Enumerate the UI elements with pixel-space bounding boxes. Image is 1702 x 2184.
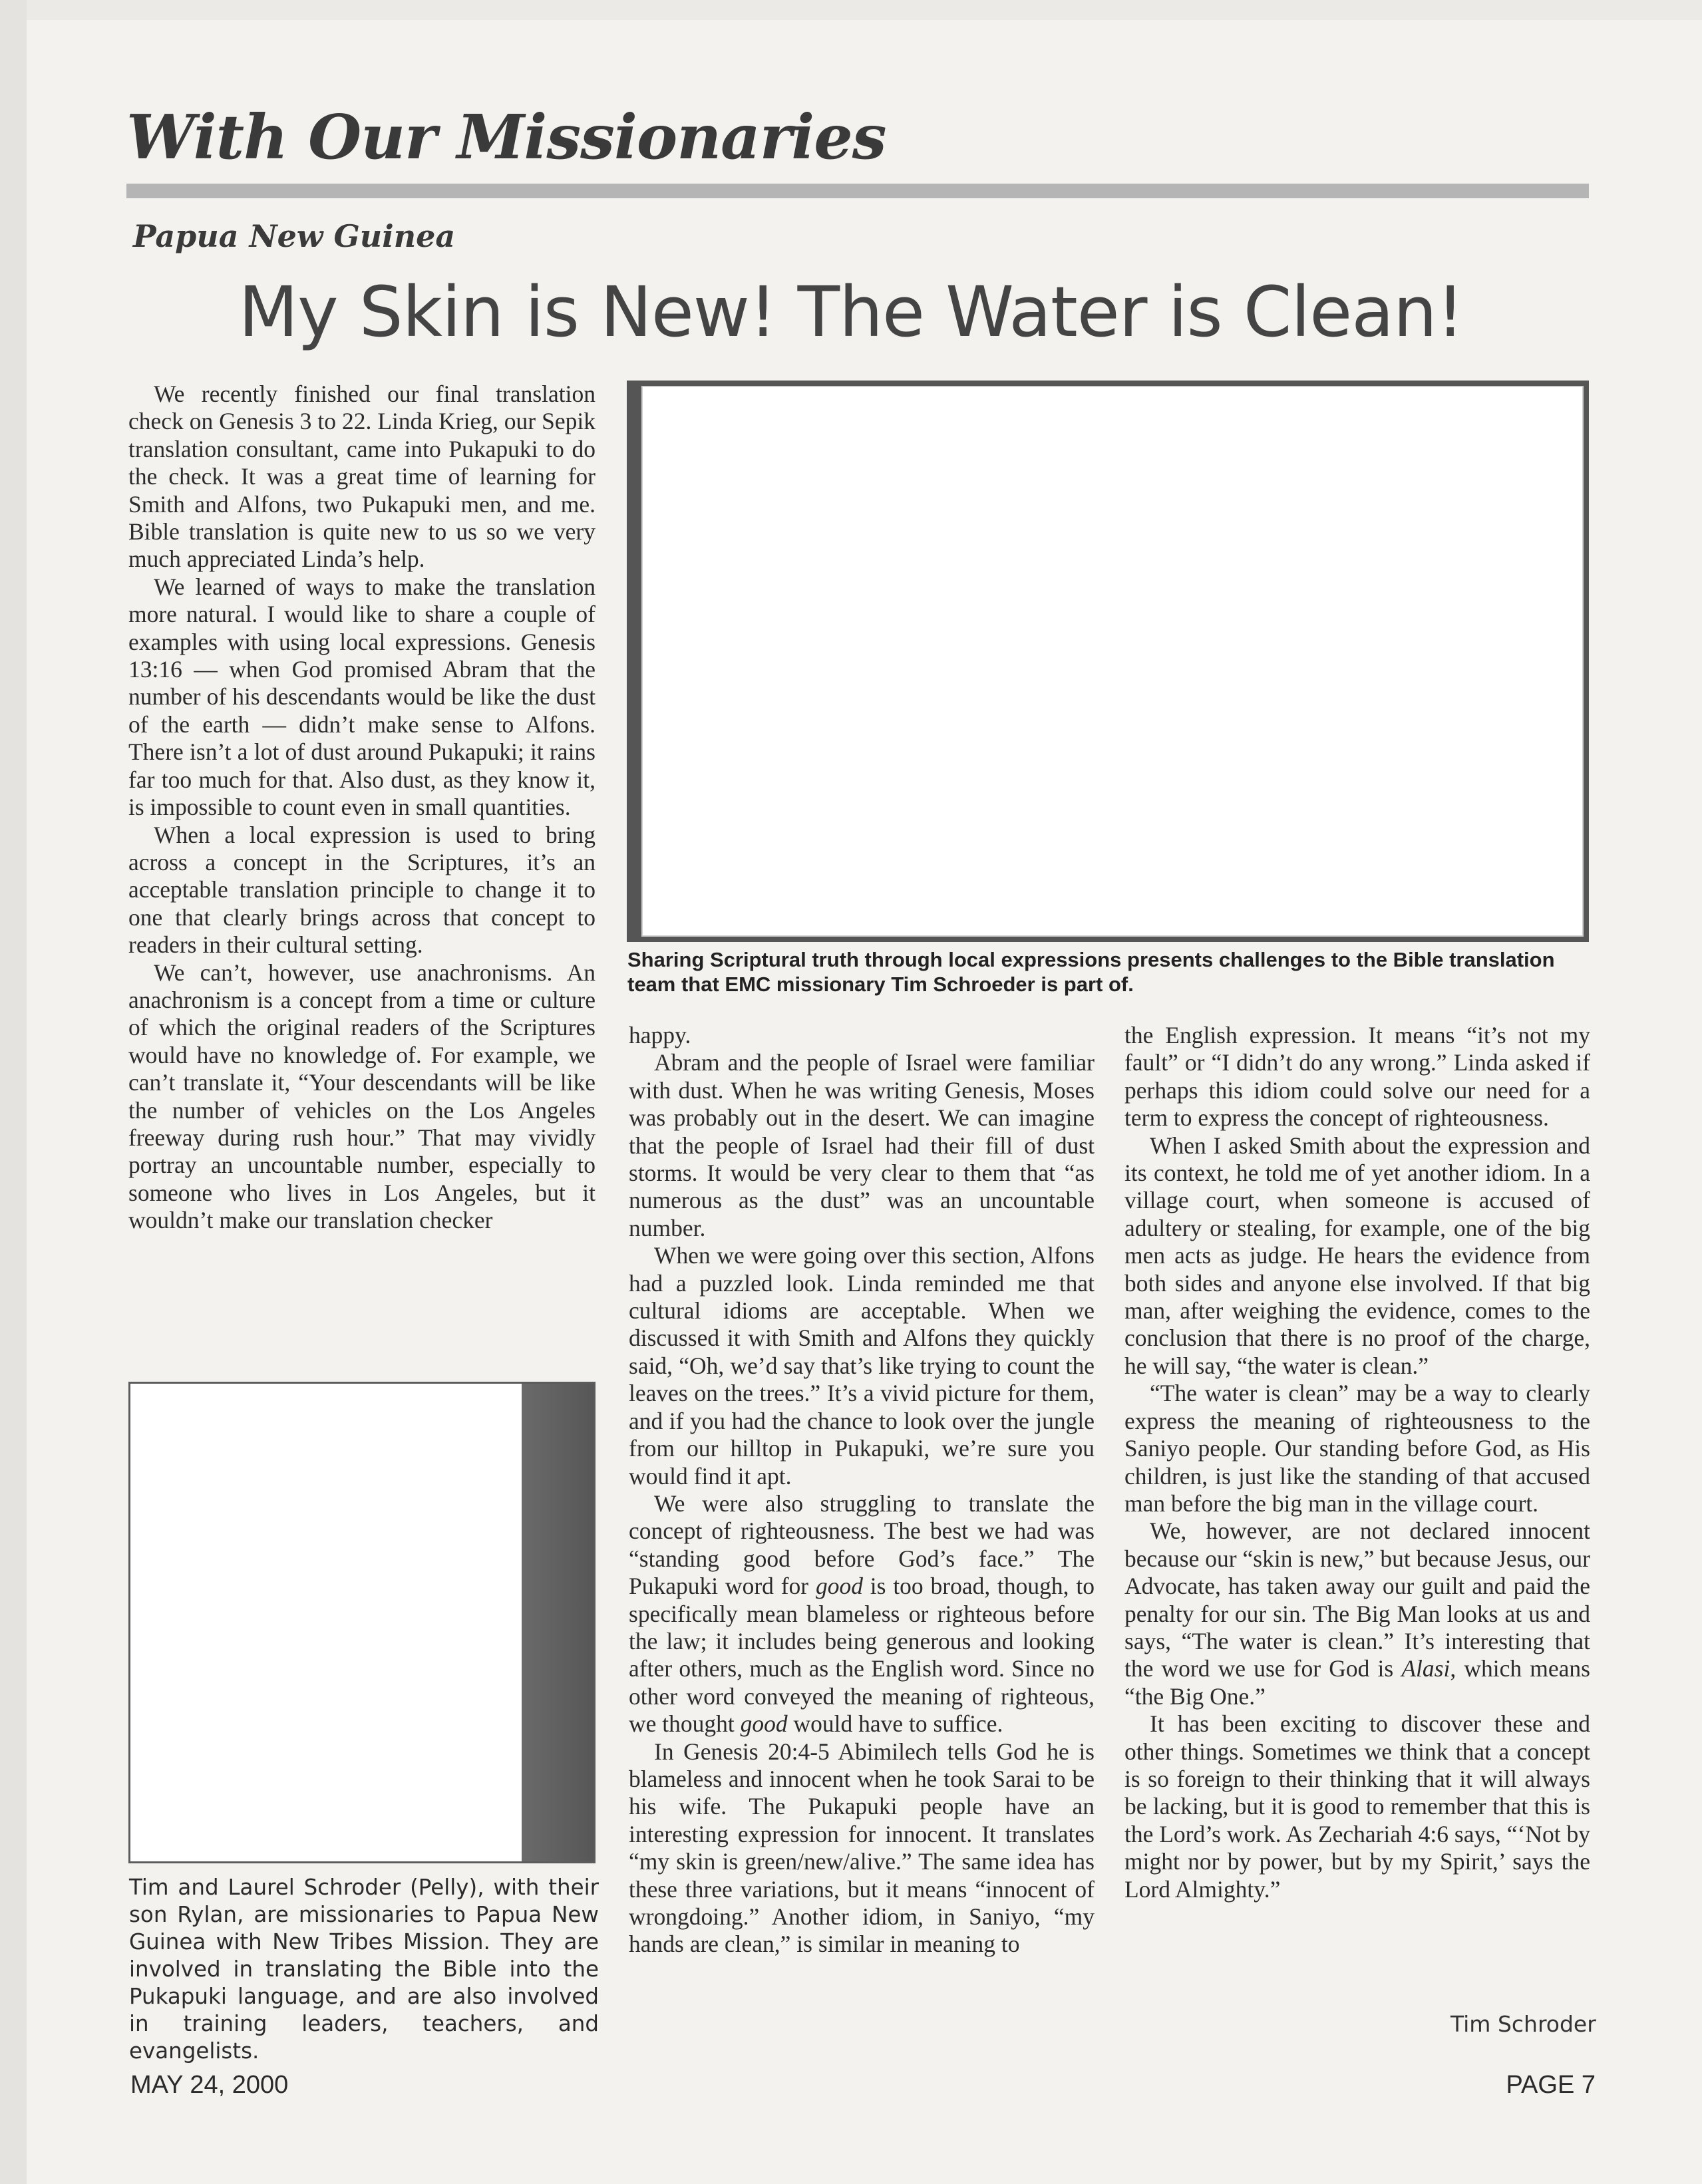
- paragraph-continuation: happy.: [629, 1022, 691, 1048]
- paragraph: “The water is clean” may be a way to clearly express the meaning of righteousness to the Saniyo people. Our standing before God, as His children, is just like the standing of that accused man before the big man in the village court.: [1124, 1380, 1590, 1517]
- headline: My Skin is New! The Water is Clean!: [238, 271, 1464, 353]
- article-photo: [627, 381, 1589, 942]
- emphasis: Alasi: [1401, 1655, 1450, 1682]
- author-signature: Tim Schroder: [1450, 2011, 1596, 2037]
- text-run: We were also struggling to translate the concept of righteousness. The best we had was “standing good before God’s face.” The Pukapuki word for: [629, 1489, 1095, 1600]
- paragraph: When I asked Smith about the expression and its context, he told me of yet another idiom. In a village court, when someone is accused of adultery or stealing, for example, one of the big men acts as judge. He hears the evidence from both sides and anyone else involved. If that big man, after weighing the evidence, comes to the conclusion that there is no proof of the charge, he will say, “the water is clean.”: [1124, 1132, 1590, 1379]
- paragraph: Abram and the people of Israel were familiar with dust. When he was writing Genesis, Moses was probably out in the desert. We can imagine that the people of Israel had their fill of dust storms. It would be very clear to them that “as numerous as the dust” was an uncountable number.: [629, 1049, 1095, 1241]
- text-run: We, however, are not declared innocent because our “skin is new,” but because Jesus, our Advocate, has taken away our guilt and paid the penalty for our sin. The Big Man looks at us and says, “The water is clean.” It’s interesting that the word we use for God is: [1124, 1517, 1590, 1682]
- country-label: Papua New Guinea: [133, 218, 456, 254]
- column-1: [128, 381, 596, 1235]
- paragraph: When a local expression is used to bring across a concept in the Scriptures, it’s an acceptable translation principle to change it to one that clearly brings across that concept to readers in their cultural setting.: [128, 821, 596, 959]
- missionary-bio-caption: Tim and Laurel Schroder (Pelly), with their son Rylan, are missionaries to Papua New Guinea with New Tribes Mission. They are involved in translating the Bible into the Pukapuki language, and are also involved in training leaders, teachers, and evangelists.: [129, 1875, 599, 2064]
- paragraph: It has been exciting to discover these and other things. Sometimes we think that a concept is so foreign to their thinking that it will always be lacking, but it is good to remember that this is the Lord’s work. As Zechariah 4:6 says, “‘Not by might nor by power, but by my Spirit,’ says the Lord Almighty.”: [1124, 1710, 1590, 1903]
- paragraph: When we were going over this section, Alfons had a puzzled look. Linda reminded me that cultural idioms are acceptable. When we discussed it with Smith and Alfons they quickly said, “Oh, we’d say that’s like trying to count the leaves on the trees.” It’s a vivid picture for them, and if you had the chance to look over the jungle from our hilltop in Pukapuki, we’re sure you would find it apt.: [629, 1242, 1095, 1489]
- photo-caption: Sharing Scriptural truth through local expressions presents challenges to the Bible translation team that EMC missionary Tim Schroeder is part of.: [627, 948, 1555, 996]
- paragraph-continuation: the English expression. It means “it’s not my fault” or “I didn’t do any wrong.” Linda asked if perhaps this idiom could solve our need for a term to express the concept of righteousness.: [1124, 1022, 1590, 1132]
- emphasis: good: [815, 1573, 863, 1600]
- paragraph: We learned of ways to make the translation more natural. I would like to share a couple of examples with using local expressions. Genesis 13:16 — when God promised Abram that the number of his descendants would be like the dust of the earth — didn’t make sense to Alfons. There isn’t a lot of dust around Pukapuki; it rains far too much for that. Also dust, as they know it, is impossible to count even in small quantities.: [128, 573, 596, 821]
- emphasis: good: [740, 1710, 788, 1738]
- paragraph: In Genesis 20:4-5 Abimilech tells God he is blameless and innocent when he took Sarai to be his wife. The Pukapuki people have an interesting expression for innocent. It translates “my skin is green/new/alive.” The same idea has these three variations, but it means “innocent of wrongdoing.” Another idiom, in Saniyo, “my hands are clean,” is similar in meaning to: [629, 1738, 1095, 1958]
- page-edge: [0, 0, 1702, 20]
- photo-placeholder: [641, 386, 1584, 937]
- photo-shadow: [522, 1384, 594, 1861]
- column-2: [629, 1022, 1095, 1958]
- paragraph: [629, 1490, 1095, 1738]
- page-number: PAGE 7: [1506, 2071, 1596, 2099]
- text-run: is too broad, though, to specifically mean blameless or righteous before the law; it includes being generous and looking after others, much as the English word. Since no other word conveyed the meaning of righteous, we thought: [629, 1573, 1095, 1738]
- title-rule: [126, 184, 1589, 198]
- section-title: With Our Missionaries: [126, 101, 886, 173]
- text-run: , which means “the Big One.”: [1124, 1655, 1590, 1710]
- paragraph: We can’t, however, use anachronisms. An anachronism is a concept from a time or culture of which the original readers of the Scriptures would have no knowledge of. For example, we can’t translate it, “Your descendants will be like the number of vehicles on the Los Angeles freeway during rush hour.” That may vividly portray an uncountable number, especially to someone who lives in Los Angeles, but it wouldn’t make our translation checker: [128, 959, 596, 1234]
- footer-date: MAY 24, 2000: [130, 2071, 289, 2099]
- column-3: [1124, 1022, 1590, 1903]
- paragraph: [1124, 1517, 1590, 1710]
- paragraph: We recently finished our final translation check on Genesis 3 to 22. Linda Krieg, our Sepik translation consultant, came into Pukapuki to do the check. It was a great time of learning for Smith and Alfons, two Pukapuki men, and me. Bible translation is quite new to us so we very much appreciated Linda’s help.: [128, 381, 596, 573]
- text-run: would have to suffice.: [787, 1710, 1003, 1738]
- family-photo: [128, 1382, 596, 1863]
